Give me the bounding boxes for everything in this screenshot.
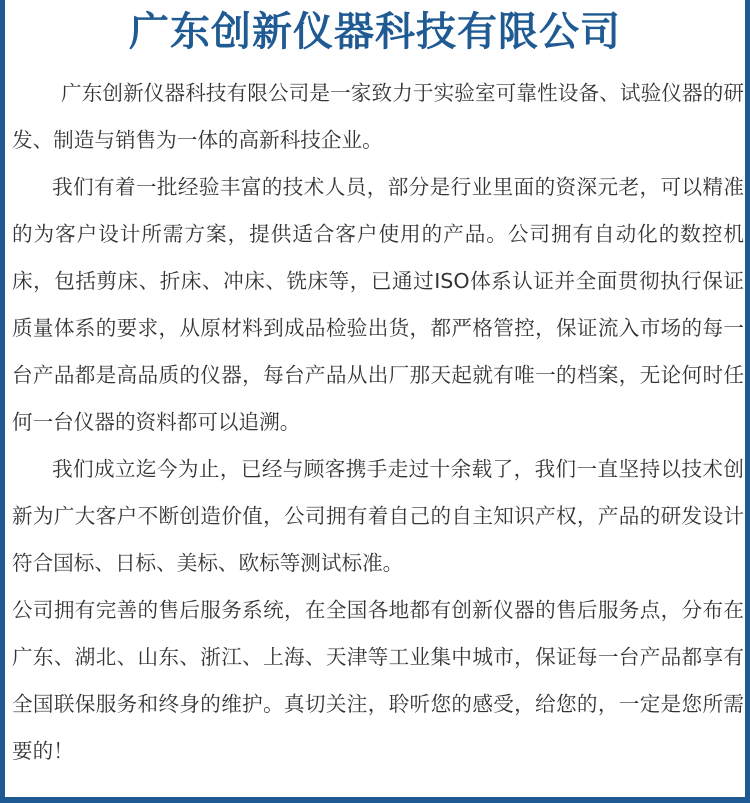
intro-paragraph-team: 我们有着一批经验丰富的技术人员，部分是行业里面的资深元老，可以精准的为客户设计所需方案，提供适合客户使用的产品。公司拥有自动化的数控机床，包括剪床、折床、冲床、铣床等，已通过ISO体系认证并全面贯彻执行保证质量体系的要求，从原材料到成品检验出货，都严格管控，保证流入市场的每一台产品都是高品质的仪器，每台产品从出厂那天起就有唯一的档案，无论何时任何一台仪器的资料都可以追溯。 (12, 175, 744, 434)
intro-paragraph-company: 广东创新仪器科技有限公司是一家致力于实验室可靠性设备、试验仪器的研发、制造与销售为一体的高新科技企业。 (12, 81, 744, 152)
intro-body (12, 70, 744, 775)
intro-paragraph-innovation: 我们成立迄今为止，已经与顾客携手走过十余载了，我们一直坚持以技术创新为广大客户不断创造价值，公司拥有着自己的自主知识产权，产品的研发设计符合国标、日标、美标、欧标等测试标准。 (12, 457, 744, 575)
intro-paragraph-service: 公司拥有完善的售后服务系统，在全国各地都有创新仪器的售后服务点，分布在广东、湖北、山东、浙江、上海、天津等工业集中城市，保证每一台产品都享有全国联保服务和终身的维护。真切关注，聆听您的感受，给您的，一定是您所需要的！ (12, 598, 744, 763)
page-title: 广东创新仪器科技有限公司 (129, 9, 621, 55)
